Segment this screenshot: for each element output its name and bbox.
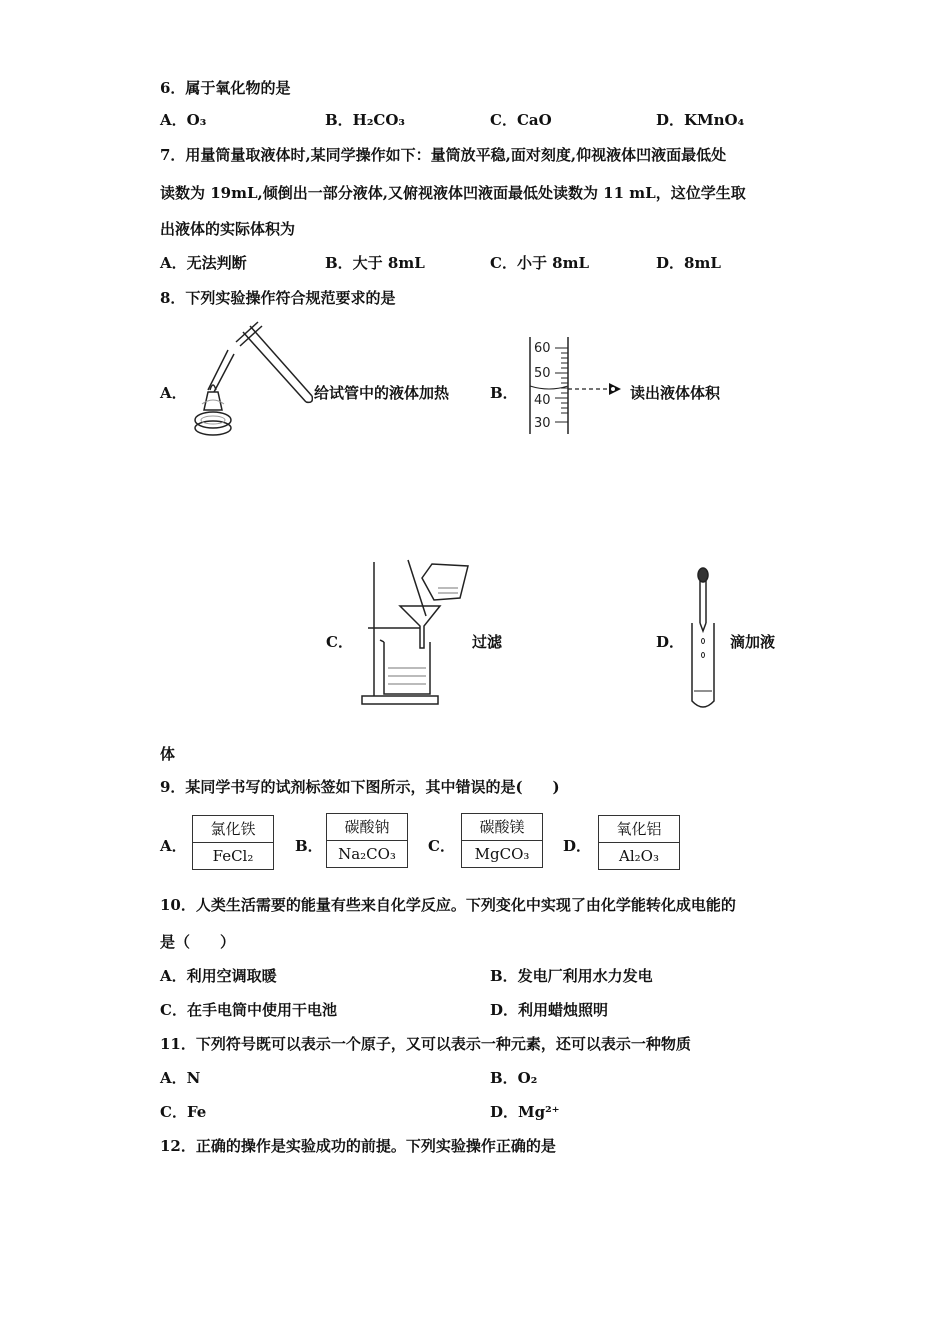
cylinder-tick-60: 60 <box>534 341 551 356</box>
q9-option-c-letter: C． <box>428 837 455 855</box>
q11-option-a: A．N <box>160 1069 201 1087</box>
q8-stem: 8．下列实验操作符合规范要求的是 <box>160 289 396 307</box>
q6-option-c: C．CaO <box>490 111 552 129</box>
reagent-label-c <box>461 813 543 868</box>
q7-option-b: B．大于 8mL <box>325 254 425 272</box>
reagent-label-a-formula: FeCl₂ <box>212 847 254 865</box>
q11-stem: 11．下列符号既可以表示一个原子，又可以表示一种元素，还可以表示一种物质 <box>160 1035 691 1053</box>
q10-option-a: A．利用空调取暖 <box>160 967 277 985</box>
q6-stem: 6．属于氧化物的是 <box>160 79 291 97</box>
q6-option-d: D．KMnO₄ <box>656 111 745 129</box>
q10-option-d: D．利用蜡烛照明 <box>490 1001 609 1019</box>
q6-option-b: B．H₂CO₃ <box>325 111 405 129</box>
q7-option-a: A．无法判断 <box>160 254 247 272</box>
q11-option-d: D．Mg²⁺ <box>490 1103 560 1121</box>
q7-stem-line3: 出液体的实际体积为 <box>160 220 296 238</box>
q11-option-c: C．Fe <box>160 1103 207 1121</box>
q8-option-d-letter: D． <box>656 633 685 651</box>
cylinder-tick-30: 30 <box>534 416 551 431</box>
reagent-label-a-name: 氯化铁 <box>193 816 273 843</box>
filtration-figure <box>360 556 475 708</box>
q12-stem: 12．正确的操作是实验成功的前提。下列实验操作正确的是 <box>160 1137 556 1155</box>
graduated-cylinder-figure <box>525 334 625 436</box>
reagent-label-d-name: 氧化铝 <box>599 816 679 843</box>
q8-option-c-text: 过滤 <box>472 633 503 651</box>
q8-option-c-letter: C． <box>326 633 353 651</box>
q6-option-a: A．O₃ <box>160 111 207 129</box>
q8-option-a-letter: A． <box>160 384 187 402</box>
q8-option-d-text-continued: 体 <box>160 745 176 763</box>
q11-option-b: B．O₂ <box>490 1069 538 1087</box>
q9-stem: 9．某同学书写的试剂标签如下图所示，其中错误的是( ) <box>160 778 560 796</box>
q9-option-d-letter: D． <box>563 837 592 855</box>
q7-stem-line2: 读数为 19mL,倾倒出一部分液体,又俯视液体凹液面最低处读数为 11 mL，这位学生取 <box>160 184 746 202</box>
q7-option-c: C．小于 8mL <box>490 254 590 272</box>
q10-option-c: C．在手电筒中使用干电池 <box>160 1001 337 1019</box>
q8-option-b-letter: B． <box>490 384 518 402</box>
q7-option-d: D．8mL <box>656 254 721 272</box>
q7-stem-line1: 7．用量筒量取液体时,某同学操作如下：量筒放平稳,面对刻度,仰视液体凹液面最低处 <box>160 146 727 164</box>
reagent-label-b <box>326 813 408 868</box>
reagent-label-c-formula: MgCO₃ <box>474 845 530 863</box>
dropper-figure <box>688 565 718 713</box>
reagent-label-b-name: 碳酸钠 <box>327 814 407 841</box>
q9-option-a-letter: A． <box>160 837 187 855</box>
reagent-label-a <box>192 815 274 870</box>
eye-icon <box>609 383 621 395</box>
reagent-label-d-formula: Al₂O₃ <box>619 847 659 865</box>
q8-option-b-text: 读出液体体积 <box>630 384 721 402</box>
q8-option-d-text: 滴加液 <box>730 633 776 651</box>
reagent-label-c-name: 碳酸镁 <box>462 814 542 841</box>
heating-test-tube-figure <box>188 320 313 438</box>
q10-stem-line2: 是（ ） <box>160 933 236 951</box>
q9-option-b-letter: B． <box>295 837 323 855</box>
reagent-label-b-formula: Na₂CO₃ <box>338 845 396 863</box>
q10-stem-line1: 10．人类生活需要的能量有些来自化学反应。下列变化中实现了由化学能转化成电能的 <box>160 896 736 914</box>
cylinder-tick-40: 40 <box>534 393 551 408</box>
q10-option-b: B．发电厂利用水力发电 <box>490 967 653 985</box>
reagent-label-d <box>598 815 680 870</box>
q8-option-a-text: 给试管中的液体加热 <box>314 384 450 402</box>
cylinder-tick-50: 50 <box>534 366 551 381</box>
